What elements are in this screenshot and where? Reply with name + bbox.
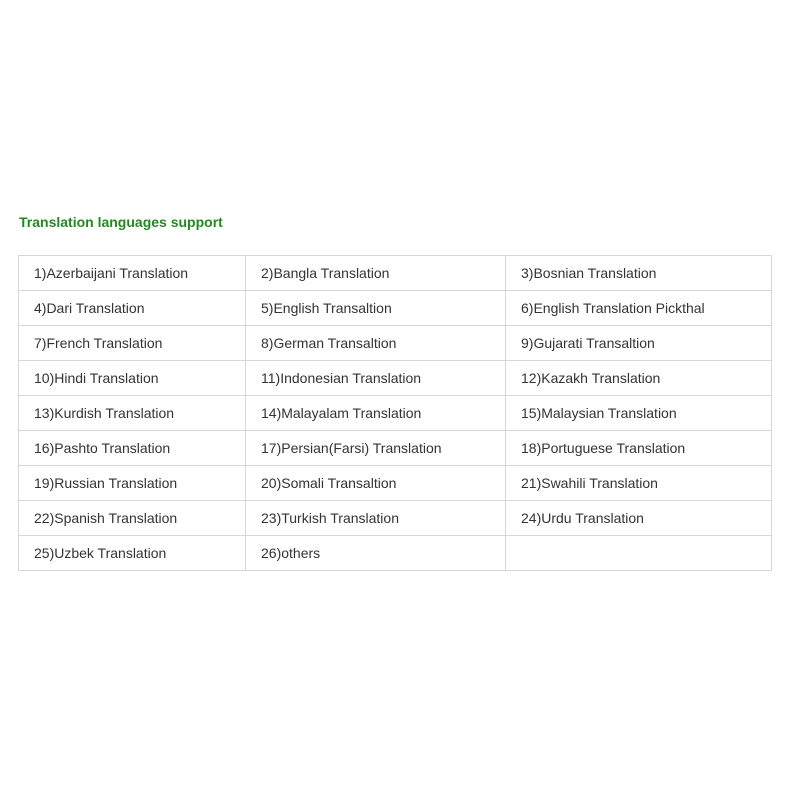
table-cell: 21)Swahili Translation [506,466,772,501]
page-title: Translation languages support [19,214,223,230]
table-cell: 24)Urdu Translation [506,501,772,536]
table-cell: 18)Portuguese Translation [506,431,772,466]
table-row [19,291,772,326]
table-row [19,501,772,536]
table-row [19,431,772,466]
table-cell: 9)Gujarati Transaltion [506,326,772,361]
table-cell: 4)Dari Translation [19,291,246,326]
table-cell: 12)Kazakh Translation [506,361,772,396]
table-row [19,466,772,501]
table-cell: 15)Malaysian Translation [506,396,772,431]
table-cell: 20)Somali Transaltion [246,466,506,501]
languages-table [18,255,772,571]
table-cell: 22)Spanish Translation [19,501,246,536]
table-row [19,396,772,431]
table-cell: 7)French Translation [19,326,246,361]
table-cell: 8)German Transaltion [246,326,506,361]
table-cell: 10)Hindi Translation [19,361,246,396]
table-cell: 3)Bosnian Translation [506,256,772,291]
table-cell: 6)English Translation Pickthal [506,291,772,326]
table-cell-empty [506,536,772,571]
table-cell: 17)Persian(Farsi) Translation [246,431,506,466]
table-cell: 5)English Transaltion [246,291,506,326]
table-cell: 16)Pashto Translation [19,431,246,466]
table-cell: 11)Indonesian Translation [246,361,506,396]
table-row [19,536,772,571]
table-cell: 25)Uzbek Translation [19,536,246,571]
table-cell: 23)Turkish Translation [246,501,506,536]
table-cell: 13)Kurdish Translation [19,396,246,431]
table-cell: 14)Malayalam Translation [246,396,506,431]
table-cell: 1)Azerbaijani Translation [19,256,246,291]
table-row [19,361,772,396]
table-cell: 26)others [246,536,506,571]
table-cell: 19)Russian Translation [19,466,246,501]
table-row [19,256,772,291]
table-row [19,326,772,361]
table-cell: 2)Bangla Translation [246,256,506,291]
